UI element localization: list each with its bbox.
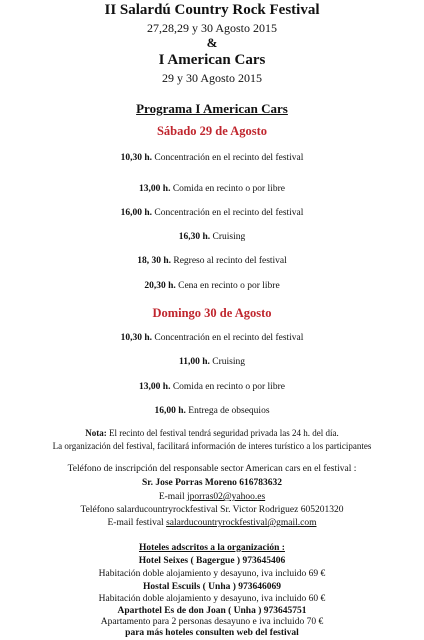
event-time: 13,00 h. [139,382,171,392]
event-row [0,184,424,194]
day-heading-saturday: Sábado 29 de Agosto [156,124,268,138]
hotel-line-text: Hostal Escuils ( Unha ) 973646069 [142,582,282,592]
event-row [0,333,424,343]
event-row [0,281,424,291]
contact-name [0,478,424,488]
hotel-line [0,628,424,638]
hotel-line-text: Aparthotel Es de don Joan ( Unha ) 973645751 [117,606,307,616]
contact-intro: Teléfono de inscripción del responsable sector American cars en el festival : [67,464,357,474]
event-text: Concentración en el recinto del festival [154,208,304,218]
hotel-line-text: Hotel Seixes ( Bagergue ) 973645406 [138,556,286,566]
event-time: 20,30 h. [144,281,176,291]
event-row [0,406,424,416]
festival-email-link[interactable]: salarducountryrockfestival@gmail.com [166,518,317,528]
hotels-heading [0,543,424,553]
event-text: Entrega de obsequios [188,406,270,416]
event-row [0,208,424,218]
event-row [0,256,424,266]
contact-name-text: Sr. Jose Porras Moreno 616783632 [141,478,283,488]
festival-email-label: E-mail festival [107,518,164,528]
event-text: Comida en recinto o por libre [172,382,285,392]
event-text: Cruising [212,232,246,242]
contact-email [0,492,424,502]
event-text: Comida en recinto o por libre [172,184,285,194]
event-time: 10,30 h. [120,333,152,343]
festival-email [0,518,424,528]
event-time: 10,30 h. [120,153,152,163]
hotel-line [0,606,424,616]
email-link[interactable]: jporras02@yahoo.es [187,492,266,502]
event-row [0,153,424,163]
note-label: Nota: [85,428,107,438]
event-dates: 29 y 30 Agosto 2015 [161,71,262,85]
event-time: 16,00 h. [120,208,152,218]
hotel-line [0,582,424,592]
email-label: E-mail [158,492,185,502]
security-note [0,428,424,438]
festival-phone: Teléfono salarducountryrockfestival Sr. Victor Rodriguez 605201320 [80,505,344,515]
event-text: Concentración en el recinto del festival [154,153,304,163]
program-heading: Programa I American Cars [136,101,288,116]
event-time: 16,00 h. [154,406,186,416]
event-time: 11,00 h. [179,357,210,367]
tourism-note: La organización del festival, facilitará información de interes turístico a los participantes [52,441,372,451]
event-row [0,357,424,367]
event-text: Regreso al recinto del festival [173,256,287,266]
event-row [0,382,424,392]
event-text: Concentración en el recinto del festival [154,333,304,343]
hotel-line: Apartamento para 2 personas desayuno e iva incluido 70 € [100,617,324,627]
event-time: 13,00 h. [139,184,171,194]
festival-title: II Salardú Country Rock Festival [104,2,320,18]
event-text: Cruising [212,357,245,367]
hotel-line: Habitación doble alojamiento y desayuno, iva incluido 69 € [98,569,326,579]
hotel-line [0,556,424,566]
festival-dates: 27,28,29 y 30 Agosto 2015 [146,21,277,35]
hotel-line-text: para más hoteles consulten web del festival [125,628,299,638]
ampersand: & [206,35,218,50]
note-text: El recinto del festival tendrá seguridad privada las 24 h. del día. [109,428,339,438]
event-time: 18, 30 h. [137,256,171,266]
event-row [0,232,424,242]
event-text: Cena en recinto o por libre [178,281,280,291]
day-heading-sunday: Domingo 30 de Agosto [152,306,272,320]
hotel-line: Habitación doble alojamiento y desayuno, iva incluido 60 € [98,594,326,604]
hotels-heading-text: Hoteles adscritos a la organización : [139,543,285,553]
event-subtitle: I American Cars [158,52,266,68]
event-time: 16,30 h. [178,232,211,242]
